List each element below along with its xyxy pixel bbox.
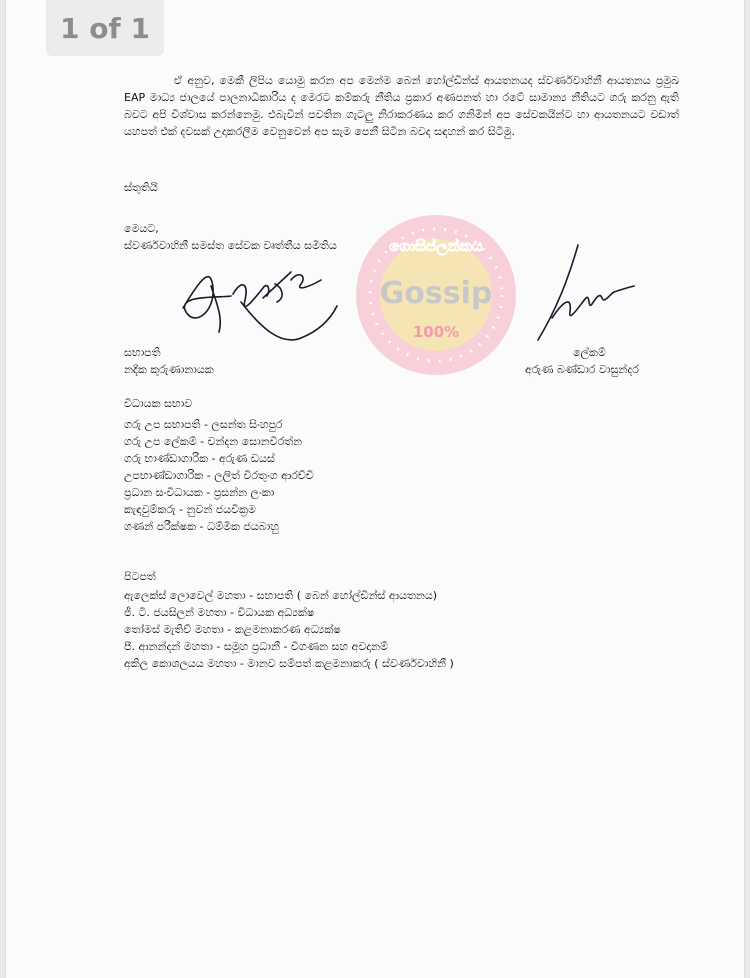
copies-list (124, 587, 454, 672)
union-name: ස්වර්ණවාහිනී සමස්ත සේවක වෘත්තීය සමිතිය (124, 239, 337, 252)
president-name: නදීක කුරුණානායක (124, 363, 214, 376)
list-item: ගණන් පරීක්ෂක - ධම්මික ජයබාහු (124, 520, 279, 533)
list-item: තෝමස් මැතිව් මහතා - කළමනාකරණ අධ්‍යක්ෂ (124, 623, 341, 636)
list-item: ගරු උප සභාපති - ලසන්ත සිංහපුර (124, 418, 283, 431)
watermark-brand: Gossip (379, 276, 493, 311)
letter-body-paragraph: ඒ අනුව, මෙකී ලිපිය යොමු කරන අප මෙන්ම බෙන් හෝල්ඩින්ස් ආයතනයද ස්වර්ණවාහිනී ආයතනය ප්‍රමුඛ EAP මාධ්‍ය ජාලයේ පාලනාධිකාරිය ද මෙරට කම්කරු නීතිය ප්‍රකාර අණපනත් හා රටේ සාමාන්‍ය නීතියට ගරු කරනු ඇති බවට අපි විශ්වාස කරන්නෙමු. එබැවින් පවතින ගැටලු නිරාකරණය කර ගනිමින් අප සේවකයින්ට හා ආයතනයට වඩාත් යහපත් එක් දවසක් උදාකරලීම වෙනුවෙන් අප සැම පෙනී සිටින බවද සඳහන් කර සිටිමු. (124, 74, 679, 138)
list-item: කැඳවුම්කරු - නුවන් ජයවික්‍රම (124, 503, 256, 516)
list-item: ගරු භාණ්ඩාගාරික - අරුණ ඩයස් (124, 452, 275, 465)
document-page (6, 0, 744, 978)
executive-committee-list (124, 416, 314, 535)
list-item: අකිල කොශලයය මහතා - මානව සම්පත් කළමනාකරු ( ස්වර්ණවාහිනී ) (124, 657, 454, 670)
watermark-top-text: ගොසිප්ලන්කය (389, 237, 483, 255)
list-item: ජී. ටී. ජයසිලන් මහතා - විධායක අධ්‍යක්ෂ (124, 606, 315, 619)
list-item: ගරු උප ලේකම් - චන්දන සොනවිරත්න (124, 435, 303, 448)
president-title: සභාපති (124, 346, 161, 359)
president-signature (171, 258, 361, 348)
copies-heading: පිටපත් (124, 570, 156, 583)
page-counter: 1 of 1 (46, 0, 164, 56)
watermark-badge: 100% (412, 323, 460, 341)
secretary-title: ලේකම් (573, 346, 606, 359)
list-item: පී. ආනන්දන් මහතා - සමූහ ප්‍රධානී - විගණන සහ අවදානම් (124, 640, 388, 653)
list-item: ඇලෙක්ස් ලොවෙල් මහතා - සභාපති ( බෙන් හෝල්ඩින්ස් ආයතනය) (124, 589, 438, 602)
closing-thanks: ස්තුතියි (124, 181, 158, 194)
executive-committee-heading: විධායක සභාව (124, 397, 193, 410)
from-label: මෙයට, (124, 222, 159, 235)
gossip-watermark-logo (351, 207, 521, 392)
list-item: ප්‍රධාන සංවිධායක - ප්‍රසන්න ලංකා (124, 486, 275, 499)
list-item: උපභාණ්ඩාගාරික - ලලිත් වීරතුංග ආරච්චි (124, 469, 314, 482)
secretary-signature (528, 240, 648, 350)
secretary-name: අරුණ බණ්ඩාර වාසුන්දර (525, 363, 639, 376)
